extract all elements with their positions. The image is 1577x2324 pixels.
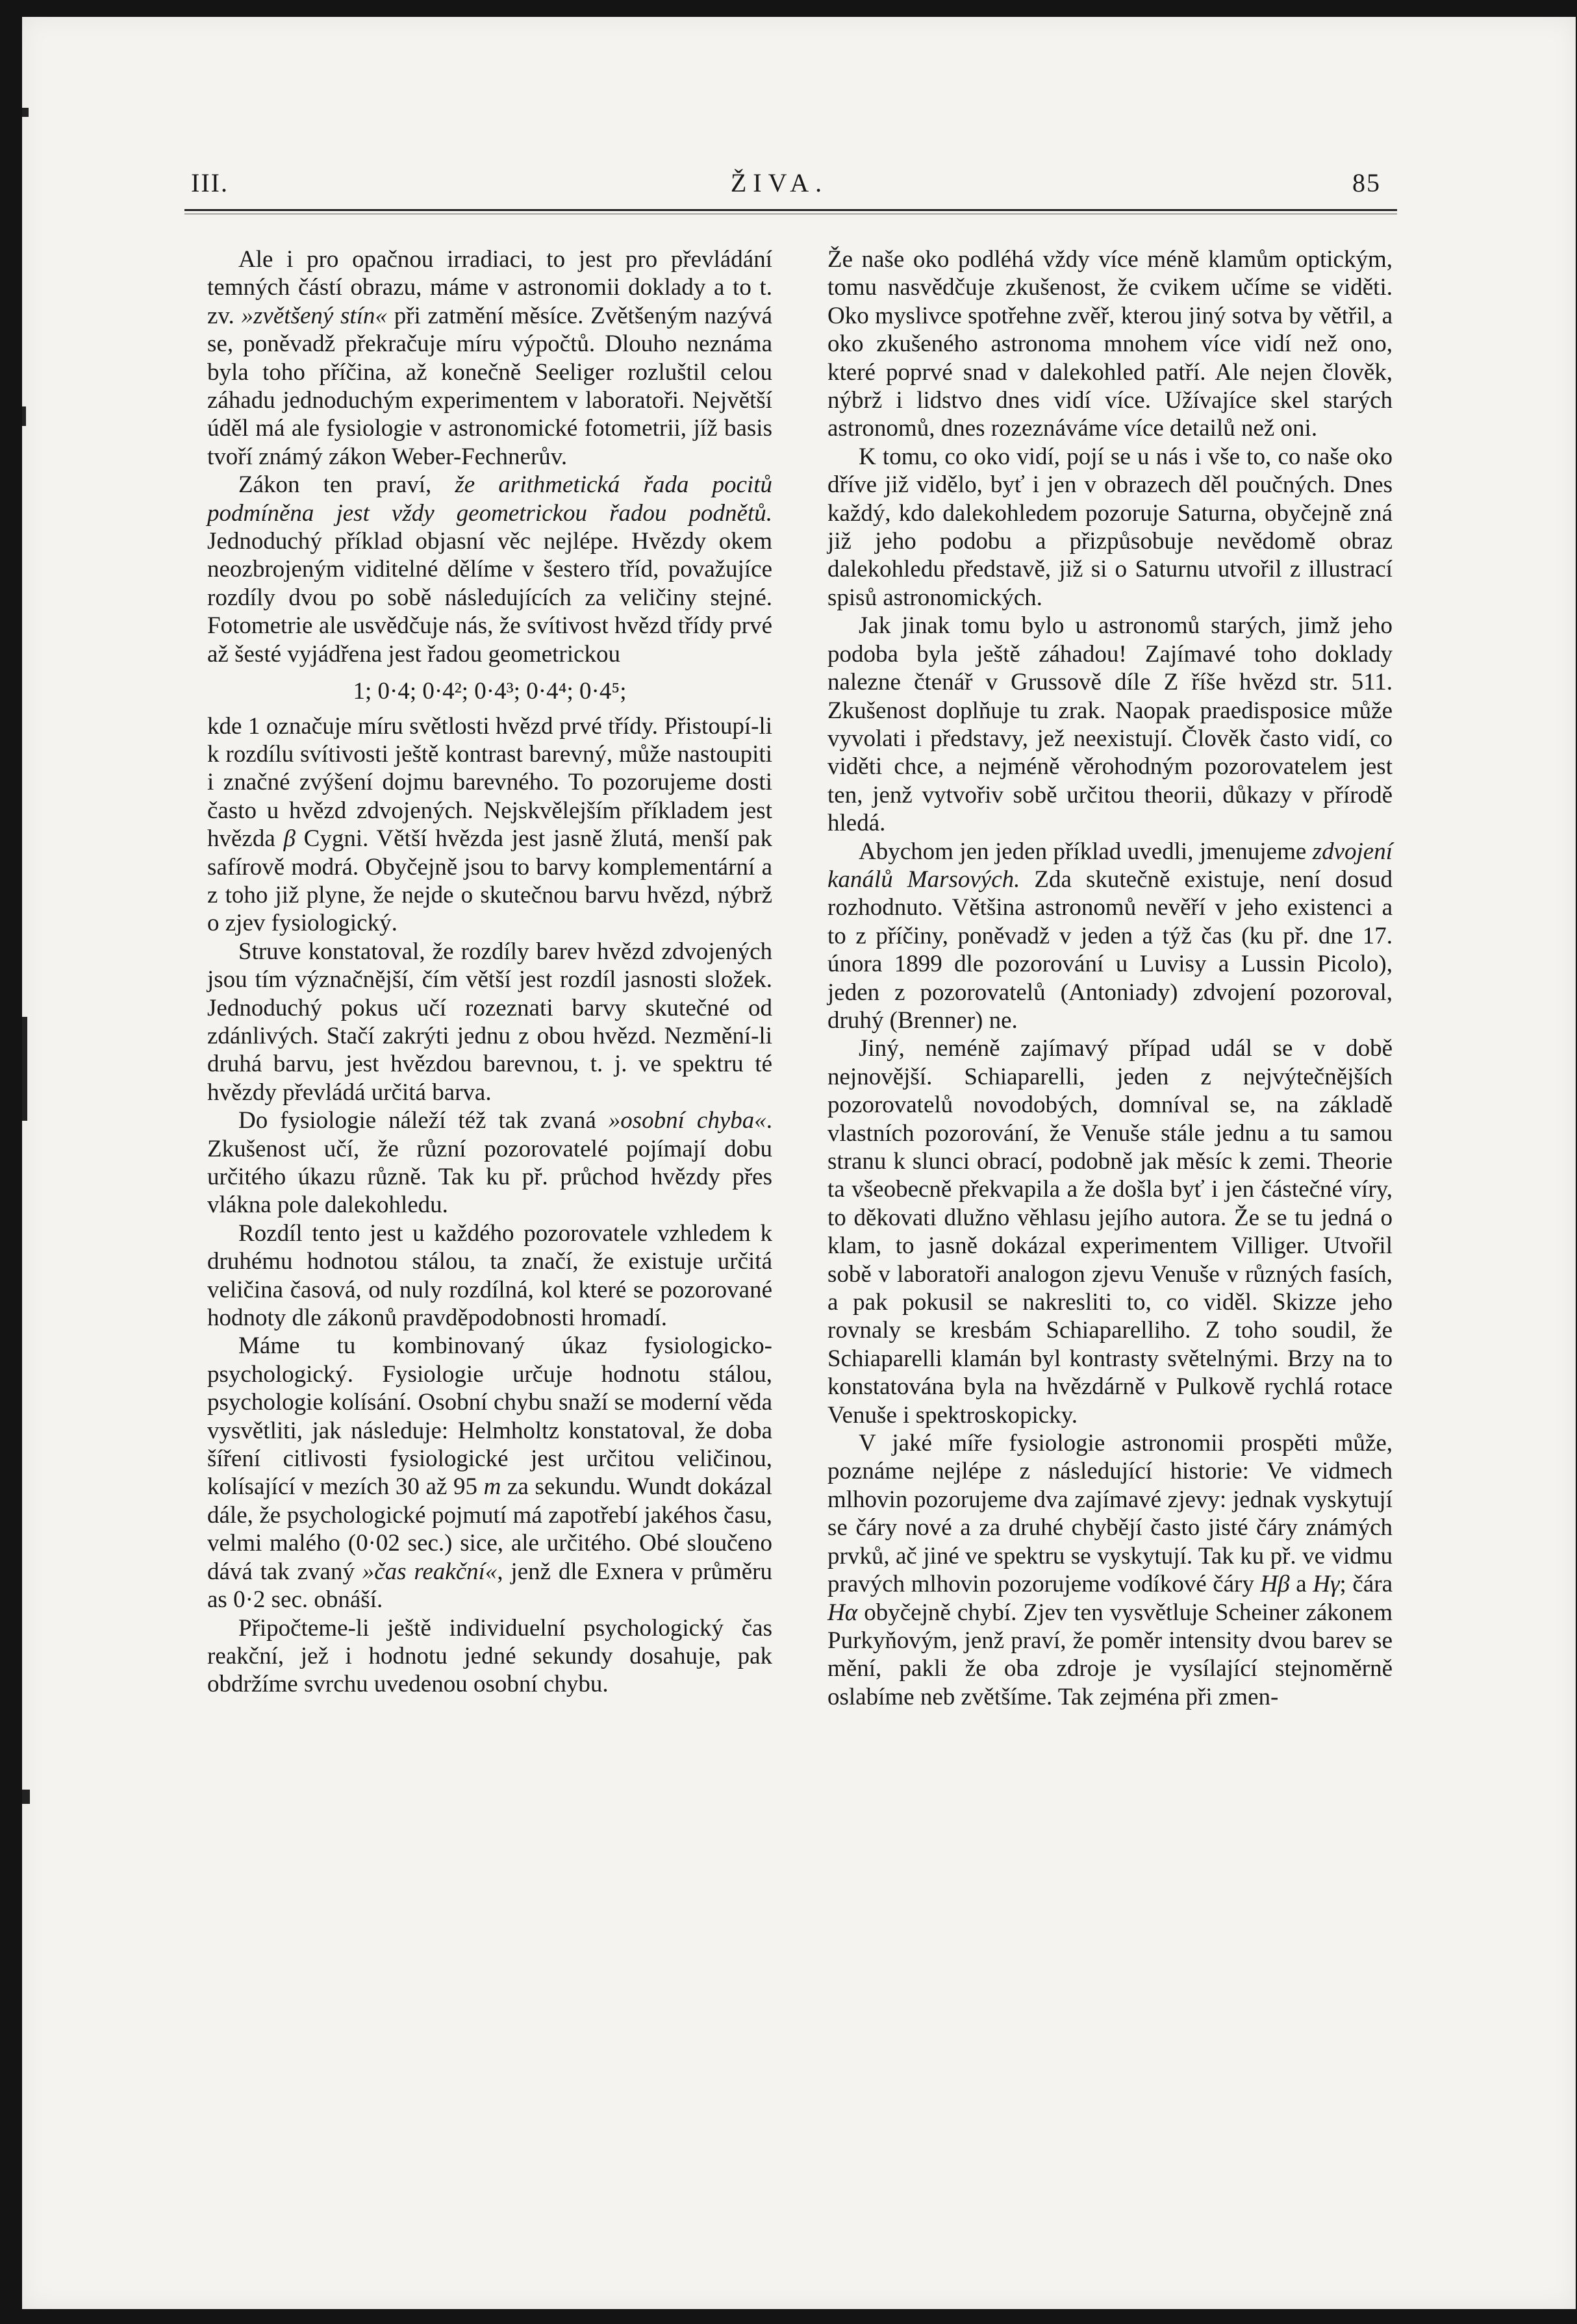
paragraph: Zákon ten praví, že arithmetická řada pocitů podmíněna jest vždy geometrickou řadou podnětů. Jednoduchý příklad objasní věc nejlépe. Hvězdy okem neozbrojeným viditelné dělíme v šestero tříd, považujíce rozdíly dvou po sobě následujících za veličiny stejné. Fotometrie ale usvědčuje nás, že svítivost hvězd třídy prvé až šesté vyjádřena jest řadou geometrickou bbox=[207, 471, 772, 668]
paragraph: K tomu, co oko vidí, pojí se u nás i vše to, co naše oko dříve již vidělo, byť i jen v obrazech děl poučných. Dnes každý, kdo dalekohledem pozoruje Saturna, obyčejně zná již jeho podobu a přizpůsobuje nevědomě obraz dalekohledu představě, již si o Saturnu utvořil z illustrací spisů astronomických. bbox=[827, 443, 1393, 611]
paragraph: V jaké míře fysiologie astronomii prospěti může, poznáme nejlépe z následující historie: Ve vidmech mlhovin pozorujeme dva zajímavé zjevy: jednak vyskytují se čáry nové a za druhé chybějí často jisté čáry známých prvků, ač jiné ve spektru se vyskytují. Tak ku př. ve vidmu pravých mlhovin pozorujeme vodíkové čáry Hβ a Hγ; čára Hα obyčejně chybí. Zjev ten vysvětluje Scheiner zákonem Purkyňovým, jenž praví, že poměr intensity dvou barev se mění, pakli že oba zdroje je vysílající stejnoměrně oslabíme neb zvětšíme. Tak zejména při zmen- bbox=[827, 1430, 1393, 1710]
paragraph: Připočteme-li ještě individuelní psychologický čas reakční, jež i hodnotu jedné sekundy dosahuje, pak obdržíme svrchu uvedenou osobní chybu. bbox=[207, 1614, 772, 1698]
header-rule bbox=[184, 209, 1397, 211]
page-number: 85 bbox=[1352, 168, 1381, 197]
scan-mark bbox=[22, 108, 29, 117]
paragraph: Jak jinak tomu bylo u astronomů starých, jimž jeho podoba byla ještě záhadou! Zajímavé toho doklady nalezne čtenář v Grussově díle Z říše hvězd str. 511. Zkušenost doplňuje tu zrak. Naopak praedisposice může vyvolati i představy, jež neexistují. Člověk často vidí, co viděti chce, a nejméně věrohodným pozorovatelem jest ten, jenž vytvořiv sobě určitou theorii, důkazy v přírodě hledá. bbox=[827, 612, 1393, 837]
paragraph: Jiný, neméně zajímavý případ udál se v době nejnovější. Schiaparelli, jeden z nejvýtečnějších pozorovatelů novodobých, domníval se, na základě vlastních pozorování, že Venuše stále jednu a tu samou stranu k slunci obrací, podobně jak měsíc k zemi. Theorie ta všeobecně překvapila a že došla byť i jen částečné víry, to děkovati dlužno věhlasu jejího autora. Že se tu jedná o klam, to jasně dokázal experimentem Villiger. Utvořil sobě v laboratoři analogon zjevu Venuše v různých fasích, a pak pokusil se nakresliti to, co viděl. Skizze jeho rovnaly se kresbám Schiaparelliho. Z toho soudil, že Schiaparelli klamán byl kontrasty světelnými. Brzy na to konstatována byla na hvězdárně v Pulkově rychlá rotace Venuše i spektroskopicky. bbox=[827, 1035, 1393, 1429]
journal-title: ŽIVA. bbox=[730, 168, 829, 197]
scan-mark bbox=[22, 406, 26, 426]
running-header bbox=[178, 168, 1381, 206]
geometric-series: 1; 0·4; 0·4²; 0·4³; 0·4⁴; 0·4⁵; bbox=[353, 678, 627, 705]
paragraph: Rozdíl tento jest u každého pozorovatele vzhledem k druhému hodnotou stálou, ta značí, že existuje určitá veličina časová, od nuly rozdílná, kol které se pozorované hodnoty dle zákonů pravděpodobnosti hromadí. bbox=[207, 1219, 772, 1332]
paragraph: Abychom jen jeden příklad uvedli, jmenujeme zdvojení kanálů Marsových. Zda skutečně existuje, není dosud rozhodnuto. Většina astronomů nevěří v jeho existenci a to z příčiny, poněvadž v jeden a týž čas (ku př. dne 17. února 1899 dle pozorování u Luvisy a Lussin Picolo), jeden z pozorovatelů (Antoniady) zdvojení pozoroval, druhý (Brenner) ne. bbox=[827, 838, 1393, 1034]
scan-mark bbox=[22, 1017, 27, 1121]
volume-number: III. bbox=[191, 168, 229, 197]
paragraph: Ale i pro opačnou irradiaci, to jest pro převládání temných částí obrazu, máme v astronomii doklady a to t. zv. »zvětšený stín« při zatmění měsíce. Zvětšeným nazývá se, poněvadž překračuje míru výpočtů. Dlouho neznáma byla toho příčina, až konečně Seeliger rozluštil celou záhadu jednoduchým experimentem v laboratoři. Největší úděl má ale fysiologie v astronomické fotometrii, jíž basis tvoří známý zákon Weber-Fechnerův. bbox=[207, 246, 772, 470]
scan-mark bbox=[22, 1790, 30, 1804]
left-column bbox=[207, 245, 772, 1699]
paragraph: Struve konstatoval, že rozdíly barev hvězd zdvojených jsou tím význačnější, čím větší jest rozdíl jasnosti složek. Jednoduchý pokus učí rozeznati barvy skutečné od zdánlivých. Stačí zakrýti jednu z obou hvězd. Nezmění-li druhá barvu, jest hvězdou barevnou, t. j. ve spektru té hvězdy převládá určitá barva. bbox=[207, 938, 772, 1106]
paragraph: Do fysiologie náleží též tak zvaná »osobní chyba«. Zkušenost učí, že různí pozorovatelé pojímají dobu určitého úkazu různě. Tak ku př. průchod hvězdy přes vlákna pole dalekohledu. bbox=[207, 1107, 772, 1219]
paragraph: kde 1 označuje míru světlosti hvězd prvé třídy. Přistoupí-li k rozdílu svítivosti ještě kontrast barevný, může nastoupiti i značné zvýšení dojmu barevného. To pozorujeme dosti často u hvězd zdvojených. Nejskvělejším příkladem jest hvězda β Cygni. Větší hvězda jest jasně žlutá, menší pak safírově modrá. Obyčejně jsou to barvy komplementární a z toho již plyne, že nejde o skutečnou barvu hvězd, nýbrž o zjev fysiologický. bbox=[207, 712, 772, 937]
scanned-page bbox=[22, 17, 1576, 2309]
paragraph: Máme tu kombinovaný úkaz fysiologicko-psychologický. Fysiologie určuje hodnotu stálou, psychologie kolísání. Osobní chybu snaží se moderní věda vysvětliti, jak následuje: Helmholtz konstatoval, že doba šíření citlivosti fysiologické jest určitou veličinou, kolísající v mezích 30 až 95 m za sekundu. Wundt dokázal dále, že psychologické pojmutí má zapotřebí jakéhos času, velmi malého (0·02 sec.) sice, ale určitého. Obé sloučeno dává tak zvaný »čas reakční«, jenž dle Exnera v průměru as 0·2 sec. obnáší. bbox=[207, 1332, 772, 1614]
right-column bbox=[827, 245, 1393, 1711]
paragraph: Že naše oko podléhá vždy více méně klamům optickým, tomu nasvědčuje zkušenost, že cvikem učíme se viděti. Oko myslivce spotřehne zvěř, kterou jiný sotva by větřil, a oko zkušeného astronoma mnohem více vidí než ono, které poprvé snad v dalekohled patří. Ale nejen člověk, nýbrž i lidstvo dnes vidí více. Užívajíce skel starých astronomů, dnes rozeznáváme více detailů než oni. bbox=[827, 246, 1393, 442]
